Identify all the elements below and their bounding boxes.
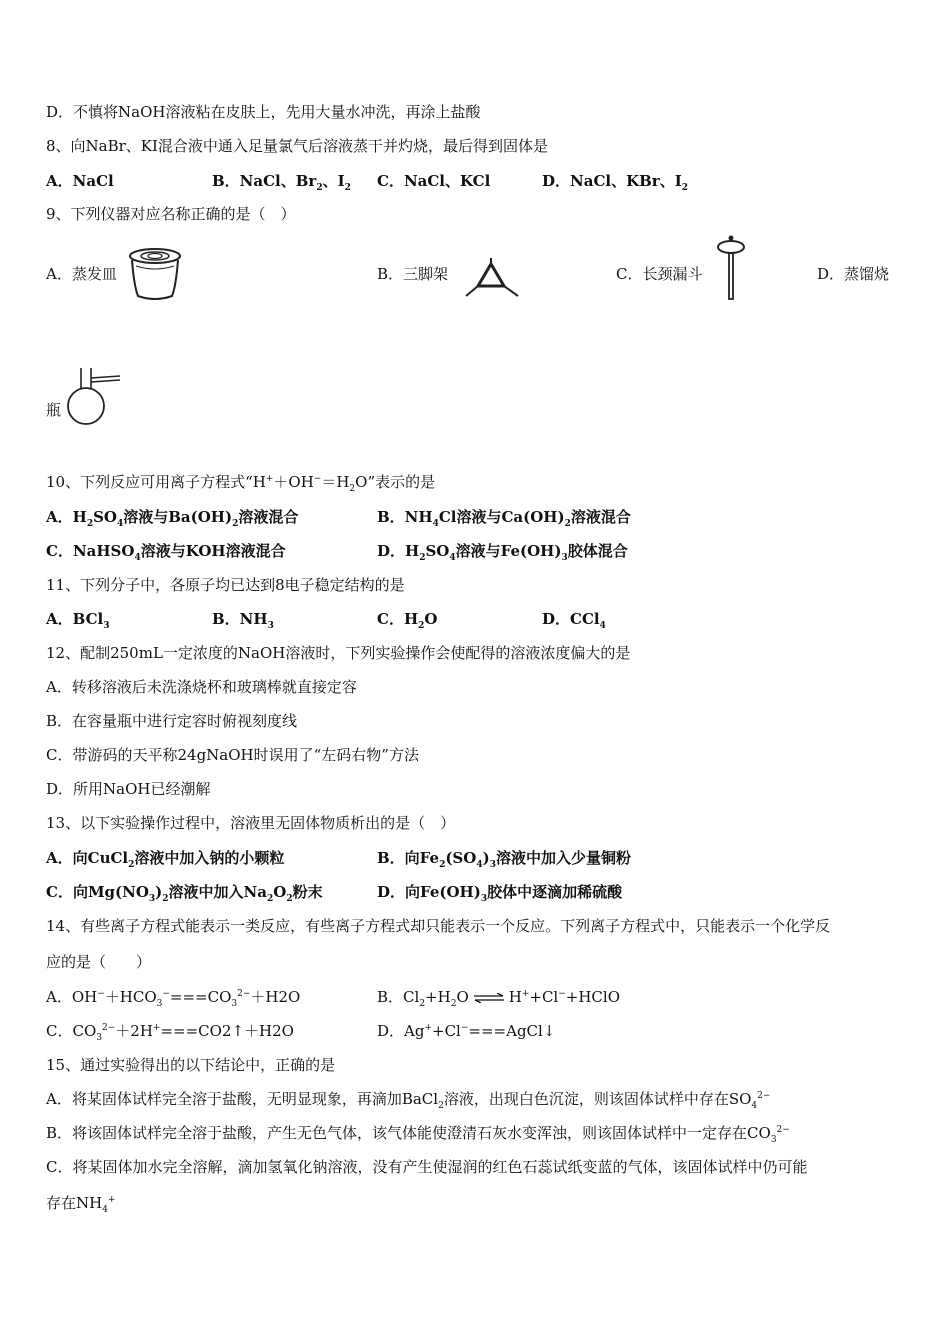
q14-option-c: C．$CO_3^{2-}+2H^+===CO2↑+H2O$ [46,1022,294,1043]
q11-option-b: B．$NH_3$ [212,610,274,631]
long-neck-funnel-icon [714,234,748,302]
q11-option-a: A．BCl$_3$ [46,610,110,631]
q12-option-c: C．带游码的天平称24gNaOH时误用了“左码右物”方法 [46,746,419,764]
q12-stem: 12、配制250mL一定浓度的NaOH溶液时，下列实验操作会使配得的溶液浓度偏大的是 [46,644,631,662]
q9-option-b: B．三脚架 [377,265,449,283]
q13-option-b: B．向$Fe_2(SO_4)_3$溶液中加入少量铜粉 [377,849,631,870]
q12-option-b: B．在容量瓶中进行定容时俯视刻度线 [46,712,298,730]
q7-option-d: D．不慎将NaOH溶液粘在皮肤上，先用大量水冲洗，再涂上盐酸 [46,103,481,121]
q9-option-a: A．蒸发皿 [46,265,117,283]
q12-option-d: D．所用NaOH已经潮解 [46,780,211,798]
q14-option-b: B．$Cl_2+H_2O$ H++Cl−+HClO [377,988,621,1009]
q8-option-b: B．NaCl、$Br_2$、$I_2$ [212,172,351,193]
q12-option-a: A．转移溶液后未洗涤烧杯和玻璃棒就直接定容 [46,678,357,696]
q13-option-a: A．向CuCl$_2$溶液中加入钠的小颗粒 [46,849,285,870]
q9-option-c: C．长颈漏斗 [616,265,703,283]
q9-stem: 9、下列仪器对应名称正确的是（ ） [46,205,296,223]
q14-stem-line1: 14、有些离子方程式能表示一类反应，有些离子方程式却只能表示一个反应。下列离子方程式中，只能表示一个化学反 [46,917,831,935]
q13-stem: 13、以下实验操作过程中，溶液里无固体物质析出的是（ ） [46,814,456,832]
q15-option-a: A．将某固体试样完全溶于盐酸，无明显现象，再滴加BaCl$_2$溶液，出现白色沉淀，则该固体试样中存在$SO_4^{2-}$ [46,1090,771,1111]
q9-option-d-continued: 瓶 [46,401,62,419]
q10-option-a: A．$H_2SO_4$溶液与$Ba(OH)_2$溶液混合 [46,508,299,529]
tripod-stand-icon [462,258,520,300]
q9-option-d: D．蒸馏烧 [817,265,890,283]
equilibrium-arrow-icon [473,993,505,1003]
q14-stem-line2: 应的是（ ） [46,953,152,971]
distillation-flask-icon [64,364,122,428]
q8-option-c: C．NaCl、KCl [377,172,491,190]
q15-option-b: B．将该固体试样完全溶于盐酸，产生无色气体，该气体能使澄清石灰水变浑浊，则该固体试样中一定存在$CO_3^{2-}$ [46,1124,790,1145]
q10-option-b: B．$NH_4Cl$溶液与$Ca(OH)_2$溶液混合 [377,508,631,529]
q13-option-c: C．向$Mg(NO_3)_2$溶液中加入$Na_2O_2$粉末 [46,883,323,904]
q10-option-c: C．NaHSO$_4$溶液与KOH溶液混合 [46,542,286,563]
q15-option-c-line2: 存在$NH_4^+$ [46,1194,116,1215]
q15-option-c-line1: C．将某固体加水完全溶解，滴加氢氧化钠溶液，没有产生使湿润的红色石蕊试纸变蓝的气体，该固体试样中仍可能 [46,1158,808,1176]
q8-option-d: D．NaCl、KBr、$I_2$ [542,172,688,193]
q14-option-a: A．$OH^-+HCO_3^-===CO_3^{2-}+H2O$ [46,988,301,1009]
q13-option-d: D．向$Fe(OH)_3$胶体中逐滴加稀硫酸 [377,883,623,904]
q11-option-c: C．$H_2O$ [377,610,438,631]
q8-stem: 8、向NaBr、KI混合液中通入足量氯气后溶液蒸干并灼烧，最后得到固体是 [46,137,548,155]
q11-option-d: D．CCl$_4$ [542,610,606,631]
evaporating-dish-icon [126,246,184,304]
q10-stem: 10、下列反应可用离子方程式“$H^++OH^-=H_2O$”表示的是 [46,473,436,494]
q10-option-d: D．$H_2SO_4$溶液与$Fe(OH)_3$胶体混合 [377,542,628,563]
q15-stem: 15、通过实验得出的以下结论中，正确的是 [46,1056,336,1074]
q14-option-d: D．Ag++Cl−===AgCl↓ [377,1022,556,1040]
q11-stem: 11、下列分子中，各原子均已达到8电子稳定结构的是 [46,576,405,594]
q8-option-a: A．NaCl [46,172,114,190]
